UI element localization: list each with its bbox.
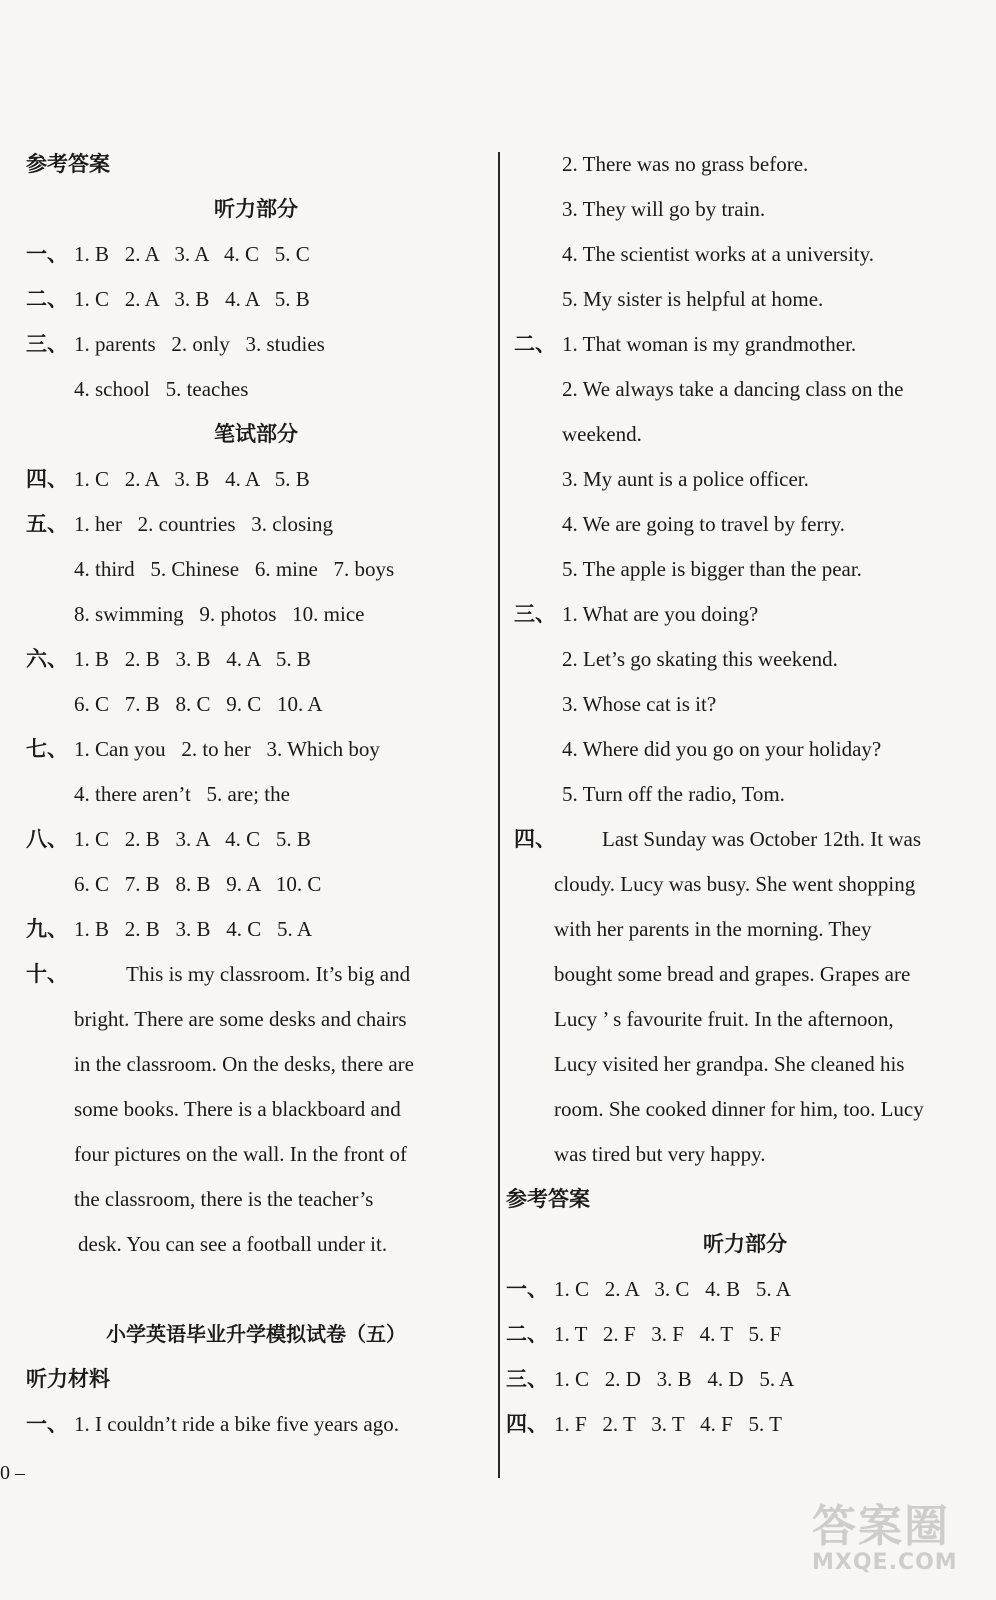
answer-text: 1. C 2. B 3. A 4. C 5. B [74,827,311,851]
material-text: 2. Let’s go skating this weekend. [562,647,838,671]
paragraph-line [26,1222,486,1267]
paragraph-line [514,862,976,907]
paragraph-text: Lucy visited her grandpa. She cleaned his [554,1052,905,1076]
exam-title: 小学英语毕业升学模拟试卷（五） [106,1322,406,1346]
material-row [514,637,976,682]
answer-row [506,1312,976,1357]
section-mark: 四、 [26,467,68,491]
section-mark: 三、 [514,602,556,626]
answer-text: 1. T 2. F 3. F 4. T 5. F [554,1322,782,1346]
material-text: 5. My sister is helpful at home. [562,287,824,311]
paragraph-line [514,952,976,997]
section-mark: 二、 [26,287,68,311]
writing-heading: 笔试部分 [214,422,298,446]
answer-text: 1. Can you 2. to her 3. Which boy [74,737,380,761]
watermark-small-text: MXQE.COM [812,1550,958,1575]
answer-row [26,322,486,367]
paragraph-text: four pictures on the wall. In the front of [74,1142,407,1166]
paragraph-text: Lucy ’ s favourite fruit. In the afternoon, [554,1007,894,1031]
paragraph-text: Last Sunday was October 12th. It was [602,827,922,851]
right-column [506,142,976,1447]
material-row [514,142,976,187]
paragraph-line [26,1042,486,1087]
paragraph-text: with her parents in the morning. They [554,917,872,941]
paragraph-text: bought some bread and grapes. Grapes are [554,962,911,986]
material-row [514,277,976,322]
material-row [514,232,976,277]
material-row [514,457,976,502]
material-row [514,187,976,232]
answer-row [26,457,486,502]
material-row [514,412,976,457]
paragraph-text: desk. You can see a football under it. [78,1232,388,1256]
paragraph-line [514,817,976,862]
material-text: 5. The apple is bigger than the pear. [562,557,862,581]
section-mark: 一、 [26,242,68,266]
paragraph-line [514,997,976,1042]
paragraph-line [26,997,486,1042]
answer-text: 1. her 2. countries 3. closing [74,512,333,536]
listening-heading: 听力部分 [214,197,298,221]
answer-text: 4. there aren’t 5. are; the [74,782,290,806]
answer-text: 1. B 2. B 3. B 4. C 5. A [74,917,313,941]
paragraph-text: bright. There are some desks and chairs [74,1007,407,1031]
material-row [26,1402,486,1447]
answer-row [26,277,486,322]
paragraph-line [26,1177,486,1222]
paragraph-line [514,907,976,952]
answer-row [26,817,486,862]
material-row [514,727,976,772]
section-mark: 三、 [506,1367,548,1391]
answer-row [26,232,486,277]
material-row [514,772,976,817]
paragraph-line [26,952,486,997]
answer-row [506,1267,976,1312]
answer-row [26,727,486,772]
material-text: 2. We always take a dancing class on the [562,377,904,401]
section-mark: 六、 [26,647,68,671]
answer-text: 1. F 2. T 3. T 4. F 5. T [554,1412,782,1436]
section-mark: 十、 [26,962,68,986]
answer-text: 1. B 2. A 3. A 4. C 5. C [74,242,310,266]
answer-text: 6. C 7. B 8. B 9. A 10. C [74,872,322,896]
answer-row [26,547,486,592]
material-text: 2. There was no grass before. [562,152,809,176]
section-mark: 九、 [26,917,68,941]
material-text: 4. We are going to travel by ferry. [562,512,845,536]
section-mark: 二、 [514,332,556,356]
answer-text: 4. third 5. Chinese 6. mine 7. boys [74,557,395,581]
answer-text: 1. C 2. A 3. C 4. B 5. A [554,1277,791,1301]
answer-row [26,682,486,727]
answer-text: 1. parents 2. only 3. studies [74,332,325,356]
answer-text: 4. school 5. teaches [74,377,249,401]
material-row [514,367,976,412]
material-row [514,322,976,367]
material-row [514,592,976,637]
section-mark: 七、 [26,737,68,761]
answer-row [26,367,486,412]
material-row [514,502,976,547]
section-mark: 一、 [506,1277,548,1301]
material-text: 1. That woman is my grandmother. [562,332,857,356]
section-mark: 四、 [514,827,556,851]
section-mark: 三、 [26,332,68,356]
left-column [26,142,486,1447]
watermark-big-text: 答案圈 [812,1501,950,1552]
paragraph-line [26,1087,486,1132]
material-text: 1. I couldn’t ride a bike five years ago. [74,1412,399,1436]
answer-row [26,502,486,547]
answers-title: 参考答案 [506,1187,590,1211]
section-mark: 一、 [26,1412,68,1436]
answer-text: 6. C 7. B 8. C 9. C 10. A [74,692,323,716]
answer-row [26,592,486,637]
watermark-logo [812,1490,982,1600]
paragraph-text: the classroom, there is the teacher’s [74,1187,374,1211]
answer-text: 1. C 2. D 3. B 4. D 5. A [554,1367,795,1391]
material-text: 4. Where did you go on your holiday? [562,737,882,761]
answer-text: 1. B 2. B 3. B 4. A 5. B [74,647,311,671]
answer-row [26,637,486,682]
paragraph-text: some books. There is a blackboard and [74,1097,401,1121]
page-number: 0 – [0,1462,25,1484]
paragraph-line [514,1087,976,1132]
answer-row [26,862,486,907]
material-text: 5. Turn off the radio, Tom. [562,782,785,806]
answer-text: 8. swimming 9. photos 10. mice [74,602,365,626]
paragraph-text: cloudy. Lucy was busy. She went shopping [554,872,916,896]
material-text: 1. What are you doing? [562,602,759,626]
answer-text: 1. C 2. A 3. B 4. A 5. B [74,467,310,491]
paragraph-text: room. She cooked dinner for him, too. Lucy [554,1097,924,1121]
material-text: 3. My aunt is a police officer. [562,467,809,491]
material-row [514,682,976,727]
paragraph-line [514,1042,976,1087]
section-mark: 五、 [26,512,68,536]
answer-row [26,772,486,817]
paragraph-line [26,1132,486,1177]
material-text: 4. The scientist works at a university. [562,242,875,266]
material-text: 3. Whose cat is it? [562,692,717,716]
listening-heading: 听力部分 [703,1232,787,1256]
answer-row [506,1357,976,1402]
column-divider [498,152,500,1478]
paragraph-line [514,1132,976,1177]
paragraph-text: was tired but very happy. [554,1142,766,1166]
paragraph-text: in the classroom. On the desks, there are [74,1052,414,1076]
answer-row [506,1402,976,1447]
material-text: 3. They will go by train. [562,197,766,221]
answers-title: 参考答案 [26,152,110,176]
material-row [514,547,976,592]
section-mark: 二、 [506,1322,548,1346]
section-mark: 八、 [26,827,68,851]
section-mark: 四、 [506,1412,548,1436]
listening-material-title: 听力材料 [26,1367,110,1391]
spacer [26,1267,486,1312]
material-text: weekend. [562,422,642,446]
answer-row [26,907,486,952]
paragraph-text: This is my classroom. It’s big and [126,962,411,986]
answer-text: 1. C 2. A 3. B 4. A 5. B [74,287,310,311]
